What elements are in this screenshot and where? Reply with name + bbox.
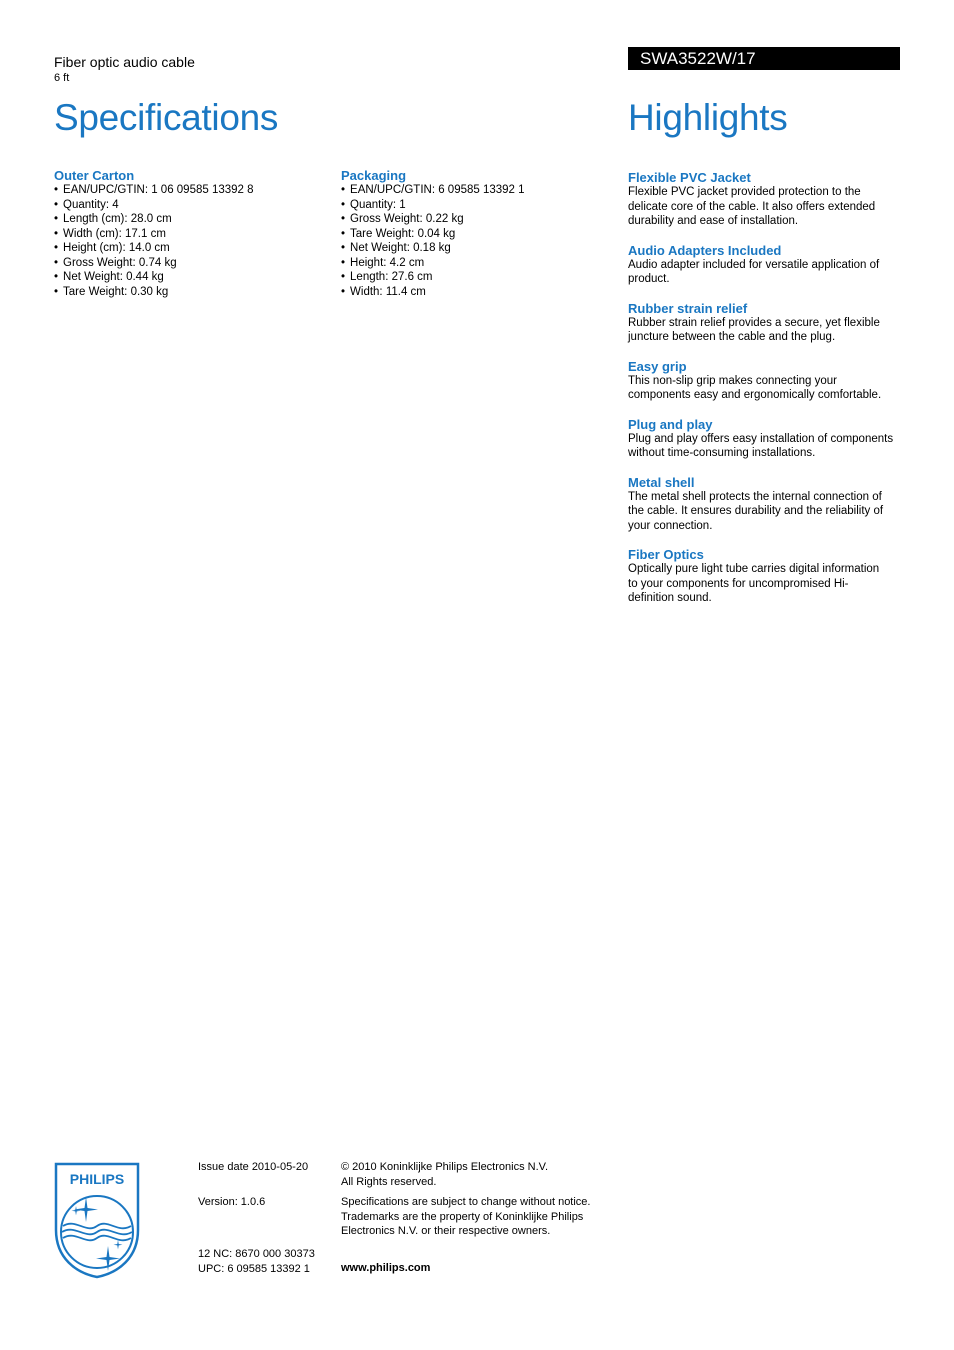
product-codes bbox=[198, 1247, 315, 1276]
highlight-text: Audio adapter included for versatile application of product. bbox=[628, 258, 880, 285]
spec-item: • Tare Weight: 0.04 kg bbox=[341, 227, 611, 242]
highlight-item bbox=[628, 170, 900, 229]
spec-item: • Width (cm): 17.1 cm bbox=[54, 227, 324, 242]
highlights-title: Highlights bbox=[628, 97, 788, 138]
highlight-title: Easy grip bbox=[628, 358, 687, 374]
spec-item: • Height: 4.2 cm bbox=[341, 256, 611, 271]
upc-code: UPC: 6 09585 13392 1 bbox=[198, 1262, 310, 1275]
spec-item: • Net Weight: 0.18 kg bbox=[341, 241, 611, 256]
nc-code: 12 NC: 8670 000 30373 bbox=[198, 1248, 315, 1260]
spec-item: • EAN/UPC/GTIN: 1 06 09585 13392 8 bbox=[54, 183, 324, 198]
specifications-title: Specifications bbox=[54, 97, 279, 138]
spec-item: • Gross Weight: 0.74 kg bbox=[54, 256, 324, 271]
spec-item: • Length: 27.6 cm bbox=[341, 270, 611, 285]
spec-item: • EAN/UPC/GTIN: 6 09585 13392 1 bbox=[341, 183, 611, 198]
spec-item: • Tare Weight: 0.30 kg bbox=[54, 285, 324, 300]
highlight-item bbox=[628, 301, 900, 345]
highlight-text: Rubber strain relief provides a secure, yet flexible juncture between the cable and the plug. bbox=[628, 316, 880, 343]
spec-item: • Length (cm): 28.0 cm bbox=[54, 212, 324, 227]
packaging-list bbox=[341, 183, 611, 299]
spec-item: • Quantity: 1 bbox=[341, 198, 611, 213]
highlights-list bbox=[628, 170, 900, 620]
highlight-item bbox=[628, 359, 900, 403]
product-name: Fiber optic audio cable bbox=[54, 54, 195, 70]
spec-item: • Net Weight: 0.44 kg bbox=[54, 270, 324, 285]
outer-carton-list bbox=[54, 183, 324, 299]
packaging-section bbox=[341, 168, 611, 299]
highlight-title: Fiber Optics bbox=[628, 547, 704, 562]
highlight-text: Flexible PVC jacket provided protection to the delicate core of the cable. It also offers extended durability and ease of installation. bbox=[628, 186, 876, 227]
highlight-title: Plug and play bbox=[628, 416, 713, 432]
copyright: © 2010 Koninklijke Philips Electronics N.V. All Rights reserved. bbox=[341, 1161, 549, 1188]
highlight-text: The metal shell protects the internal connection of the cable. It ensures durability and the reliability of your connection. bbox=[628, 490, 884, 532]
website-link[interactable]: www.philips.com bbox=[341, 1262, 431, 1274]
highlight-title: Flexible PVC Jacket bbox=[628, 170, 751, 185]
packaging-heading: Packaging bbox=[341, 168, 407, 183]
highlight-item bbox=[628, 243, 900, 287]
model-number-bar: SWA3522W/17 bbox=[628, 47, 900, 70]
spec-item: • Width: 11.4 cm bbox=[341, 285, 611, 300]
highlight-text: This non-slip grip makes connecting your components easy and ergonomically comfortable. bbox=[628, 374, 882, 401]
philips-logo bbox=[54, 1162, 140, 1279]
highlight-item bbox=[628, 417, 900, 461]
product-variant: 6 ft bbox=[54, 72, 70, 84]
disclaimer: Specifications are subject to change without notice. Trademarks are the property of Koninklijke Philips Electronics N.V. or their respective owners. bbox=[341, 1196, 591, 1237]
spec-item: • Gross Weight: 0.22 kg bbox=[341, 212, 611, 227]
outer-carton-heading: Outer Carton bbox=[54, 168, 135, 183]
highlight-item bbox=[628, 475, 900, 534]
spec-item: • Quantity: 4 bbox=[54, 198, 324, 213]
highlight-text: Optically pure light tube carries digital information to your components for uncompromised Hi- definition sound. bbox=[628, 563, 880, 604]
highlight-title: Rubber strain relief bbox=[628, 300, 748, 316]
version: Version: 1.0.6 bbox=[198, 1196, 266, 1208]
outer-carton-section bbox=[54, 168, 324, 299]
issue-date: Issue date 2010-05-20 bbox=[198, 1161, 309, 1173]
highlight-title: Audio Adapters Included bbox=[628, 242, 782, 258]
highlight-title: Metal shell bbox=[628, 474, 695, 490]
highlight-text: Plug and play offers easy installation of components without time-consuming installations. bbox=[628, 432, 894, 459]
spec-item: • Height (cm): 14.0 cm bbox=[54, 241, 324, 256]
logo-wordmark: PHILIPS bbox=[69, 1171, 125, 1187]
highlight-item bbox=[628, 547, 900, 606]
